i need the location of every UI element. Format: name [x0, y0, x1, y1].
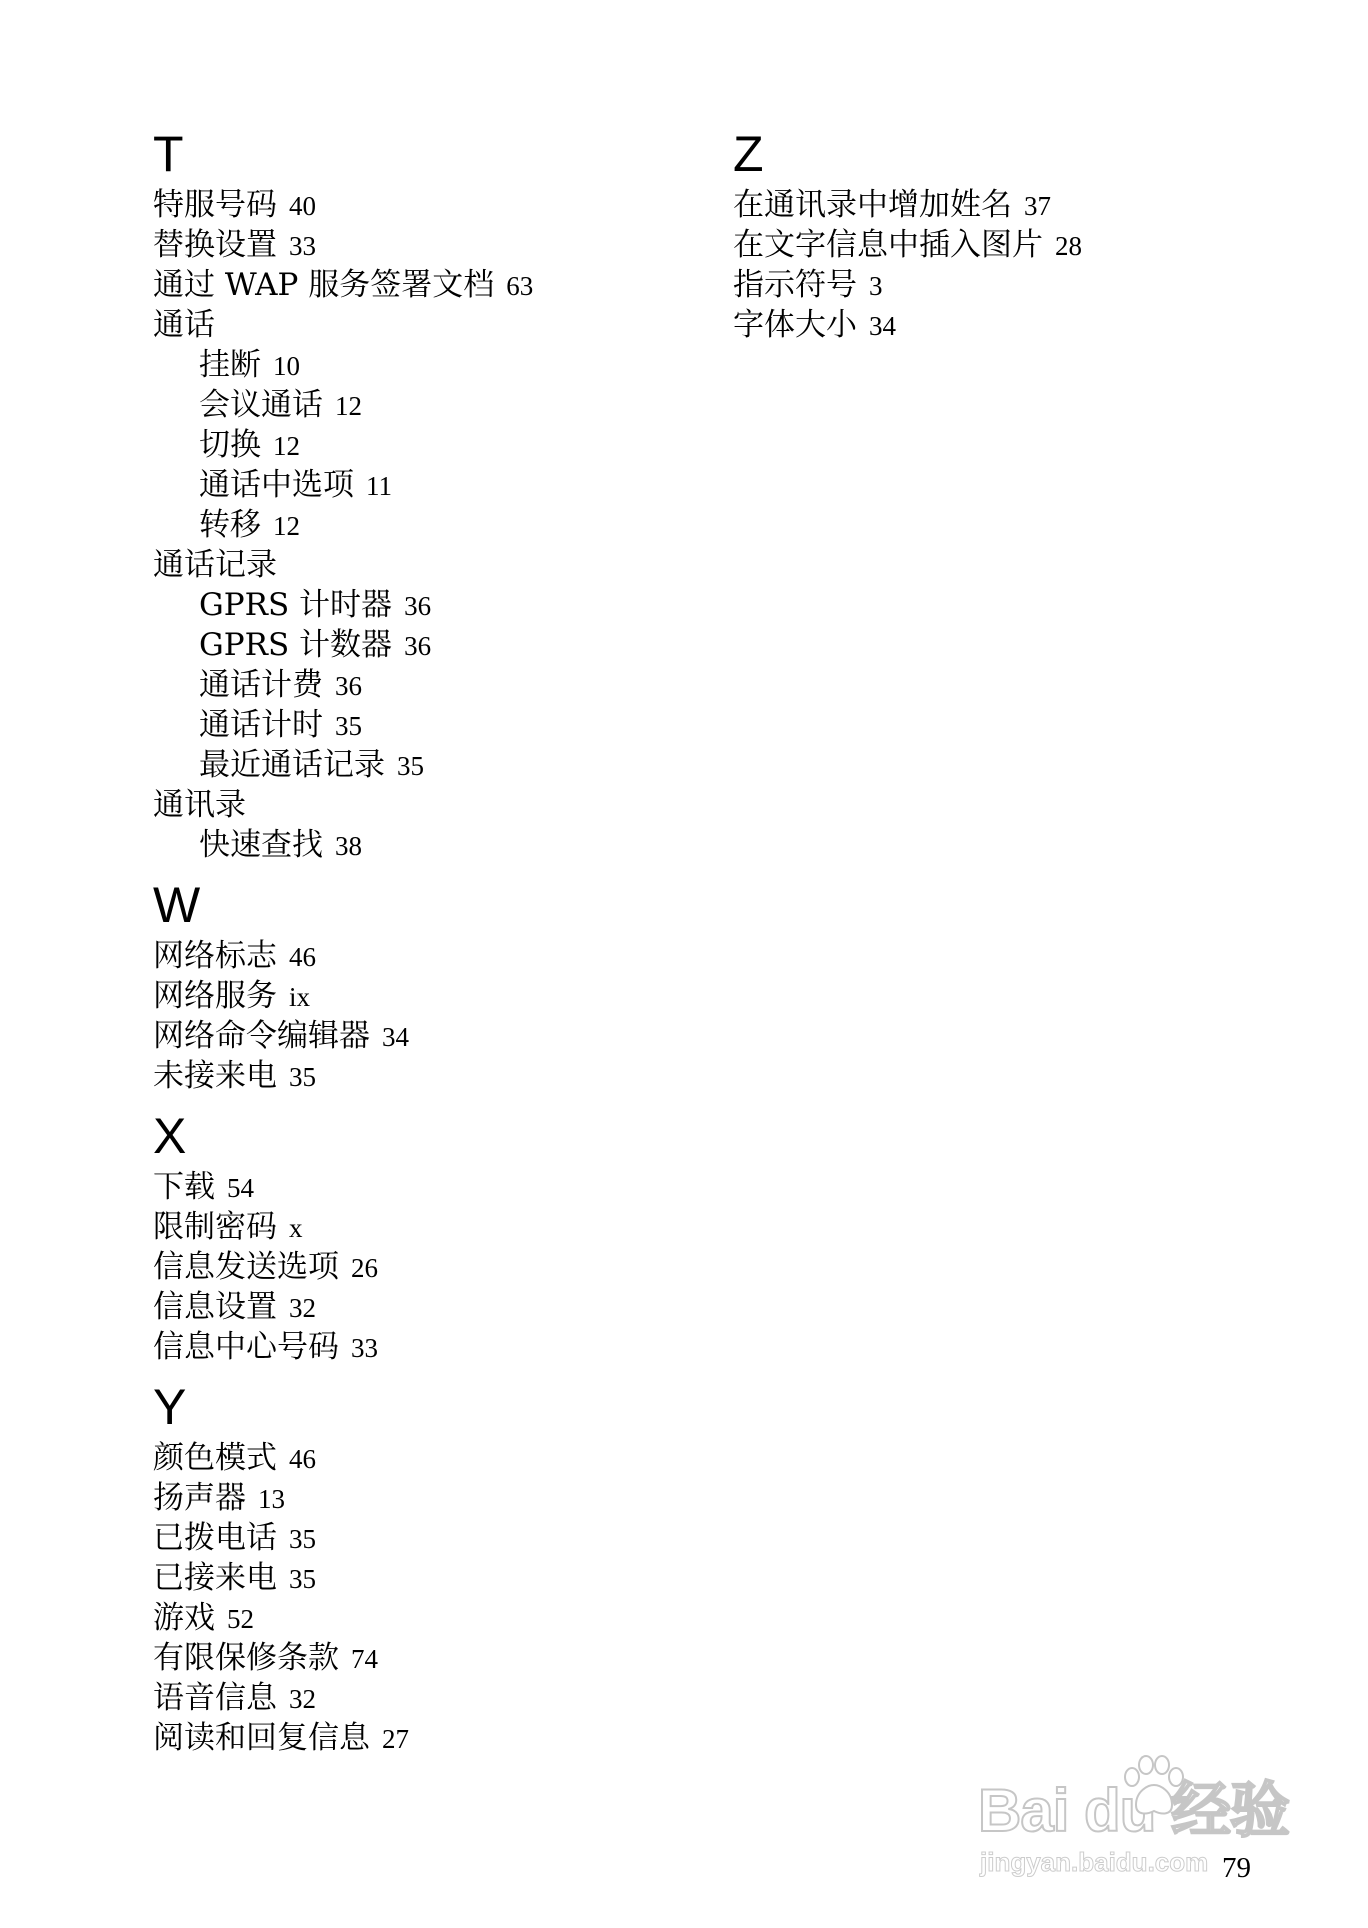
entry-page-number: ix: [289, 982, 311, 1012]
index-entry: [153, 1207, 713, 1247]
entry-page-number: 35: [335, 711, 362, 741]
entry-term: 通话计时: [199, 707, 323, 743]
index-subentry: [153, 825, 713, 865]
entry-term: 通话: [153, 307, 215, 343]
entry-term: 挂断: [199, 347, 261, 383]
index-entry: [733, 225, 1293, 265]
entry-page-number: 40: [289, 191, 316, 221]
index-entry: [153, 1718, 713, 1758]
entry-term: 网络标志: [153, 938, 277, 974]
entry-term: 已拨电话: [153, 1520, 277, 1556]
entry-page-number: 11: [366, 471, 392, 501]
entry-term: 扬声器: [153, 1480, 246, 1516]
page-number: 79: [1222, 1852, 1251, 1884]
index-section: [153, 128, 713, 865]
index-entry: [733, 185, 1293, 225]
entry-term: 通讯录: [153, 787, 246, 823]
entry-term: 在通讯录中增加姓名: [733, 187, 1012, 223]
index-section: [153, 1381, 713, 1758]
entry-term: GPRS 计数器: [199, 627, 393, 663]
section-letter-heading: Z: [733, 126, 764, 182]
entry-term: 网络服务: [153, 978, 277, 1014]
index-entry: [153, 976, 713, 1016]
entry-page-number: 46: [289, 942, 316, 972]
entry-term: 转移: [199, 507, 261, 543]
index-left-column: [153, 128, 713, 1758]
entry-page-number: 36: [404, 631, 432, 661]
entry-term: 最近通话记录: [199, 747, 385, 783]
entry-term: 颜色模式: [153, 1440, 277, 1476]
entry-page-number: x: [289, 1213, 303, 1243]
entry-term: 指示符号: [733, 267, 857, 303]
entry-page-number: 52: [227, 1604, 254, 1634]
entry-page-number: 12: [273, 511, 300, 541]
entry-page-number: 74: [351, 1644, 378, 1674]
entry-term: 通话中选项: [199, 467, 354, 503]
entry-term: 快速查找: [199, 827, 323, 863]
index-entry: [153, 1478, 713, 1518]
index-entry: [153, 545, 713, 585]
entry-term: 特服号码: [153, 187, 277, 223]
paw-icon: [1118, 1755, 1188, 1819]
entry-page-number: 54: [227, 1173, 254, 1203]
entry-page-number: 35: [289, 1564, 316, 1594]
entry-term: 阅读和回复信息: [153, 1720, 370, 1756]
entry-page-number: 46: [289, 1444, 316, 1474]
index-entry: [153, 785, 713, 825]
entry-term: 未接来电: [153, 1058, 277, 1094]
index-section: [733, 128, 1293, 345]
entry-page-number: 26: [351, 1253, 378, 1283]
index-entry: [153, 936, 713, 976]
entry-page-number: 36: [335, 671, 362, 701]
index-entry: [153, 1598, 713, 1638]
entry-page-number: 36: [404, 591, 432, 621]
entry-term: 语音信息: [153, 1680, 277, 1716]
entry-page-number: 35: [397, 751, 424, 781]
entry-page-number: 13: [258, 1484, 285, 1514]
entry-page-number: 38: [335, 831, 362, 861]
entry-page-number: 28: [1055, 231, 1082, 261]
watermark-logo-text: Bai du 经验: [978, 1777, 1290, 1844]
entry-term: 信息设置: [153, 1289, 277, 1325]
entry-page-number: 12: [335, 391, 362, 421]
index-entry: [153, 265, 713, 305]
index-entry: [153, 1558, 713, 1598]
index-entry: [153, 1167, 713, 1207]
entry-term: 通话记录: [153, 547, 277, 583]
section-letter-heading: T: [153, 126, 184, 182]
entry-page-number: 10: [273, 351, 300, 381]
index-entry: [153, 1438, 713, 1478]
entry-term: 有限保修条款: [153, 1640, 339, 1676]
section-letter-heading: Y: [153, 1379, 187, 1435]
entry-page-number: 34: [382, 1022, 409, 1052]
index-subentry: [153, 705, 713, 745]
index-subentry: [153, 465, 713, 505]
index-entry: [153, 225, 713, 265]
entry-term: 通话计费: [199, 667, 323, 703]
index-entry: [153, 1016, 713, 1056]
index-section: [153, 879, 713, 1096]
entry-term: GPRS 计时器: [199, 587, 393, 623]
entry-term: 通过 WAP 服务签署文档: [153, 267, 495, 303]
index-subentry: [153, 745, 713, 785]
index-entry: [153, 185, 713, 225]
entry-page-number: 63: [506, 271, 534, 301]
entry-term: 信息发送选项: [153, 1249, 339, 1285]
entry-term: 已接来电: [153, 1560, 277, 1596]
entry-page-number: 34: [869, 311, 896, 341]
entry-page-number: 33: [351, 1333, 378, 1363]
entry-term: 字体大小: [733, 307, 857, 343]
entry-page-number: 35: [289, 1524, 316, 1554]
index-subentry: [153, 425, 713, 465]
entry-term: 游戏: [153, 1600, 215, 1636]
index-entry: [153, 1678, 713, 1718]
entry-term: 在文字信息中插入图片: [733, 227, 1043, 263]
index-entry: [153, 305, 713, 345]
entry-page-number: 35: [289, 1062, 316, 1092]
entry-term: 网络命令编辑器: [153, 1018, 370, 1054]
index-entry: [153, 1327, 713, 1367]
entry-term: 信息中心号码: [153, 1329, 339, 1365]
entry-page-number: 3: [869, 271, 883, 301]
entry-page-number: 32: [289, 1684, 316, 1714]
index-section: [153, 1110, 713, 1367]
index-subentry: [153, 385, 713, 425]
index-right-column: [733, 128, 1293, 345]
index-subentry: [153, 505, 713, 545]
entry-term: 限制密码: [153, 1209, 277, 1245]
section-letter-heading: W: [153, 877, 201, 933]
entry-page-number: 12: [273, 431, 300, 461]
index-entry: [153, 1056, 713, 1096]
index-subentry: [153, 625, 713, 665]
entry-page-number: 37: [1024, 191, 1051, 221]
entry-page-number: 27: [382, 1724, 409, 1754]
baidu-jingyan-watermark: [978, 1755, 1308, 1890]
index-entry: [733, 305, 1293, 345]
index-entry: [153, 1287, 713, 1327]
section-letter-heading: X: [153, 1108, 187, 1164]
index-entry: [153, 1518, 713, 1558]
entry-page-number: 33: [289, 231, 316, 261]
entry-term: 会议通话: [199, 387, 323, 423]
index-entry: [733, 265, 1293, 305]
entry-term: 切换: [199, 427, 261, 463]
entry-term: 替换设置: [153, 227, 277, 263]
index-subentry: [153, 585, 713, 625]
entry-page-number: 32: [289, 1293, 316, 1323]
index-subentry: [153, 345, 713, 385]
index-subentry: [153, 665, 713, 705]
watermark-url: jingyan.baidu.com: [980, 1847, 1209, 1877]
entry-term: 下载: [153, 1169, 215, 1205]
index-entry: [153, 1247, 713, 1287]
index-entry: [153, 1638, 713, 1678]
